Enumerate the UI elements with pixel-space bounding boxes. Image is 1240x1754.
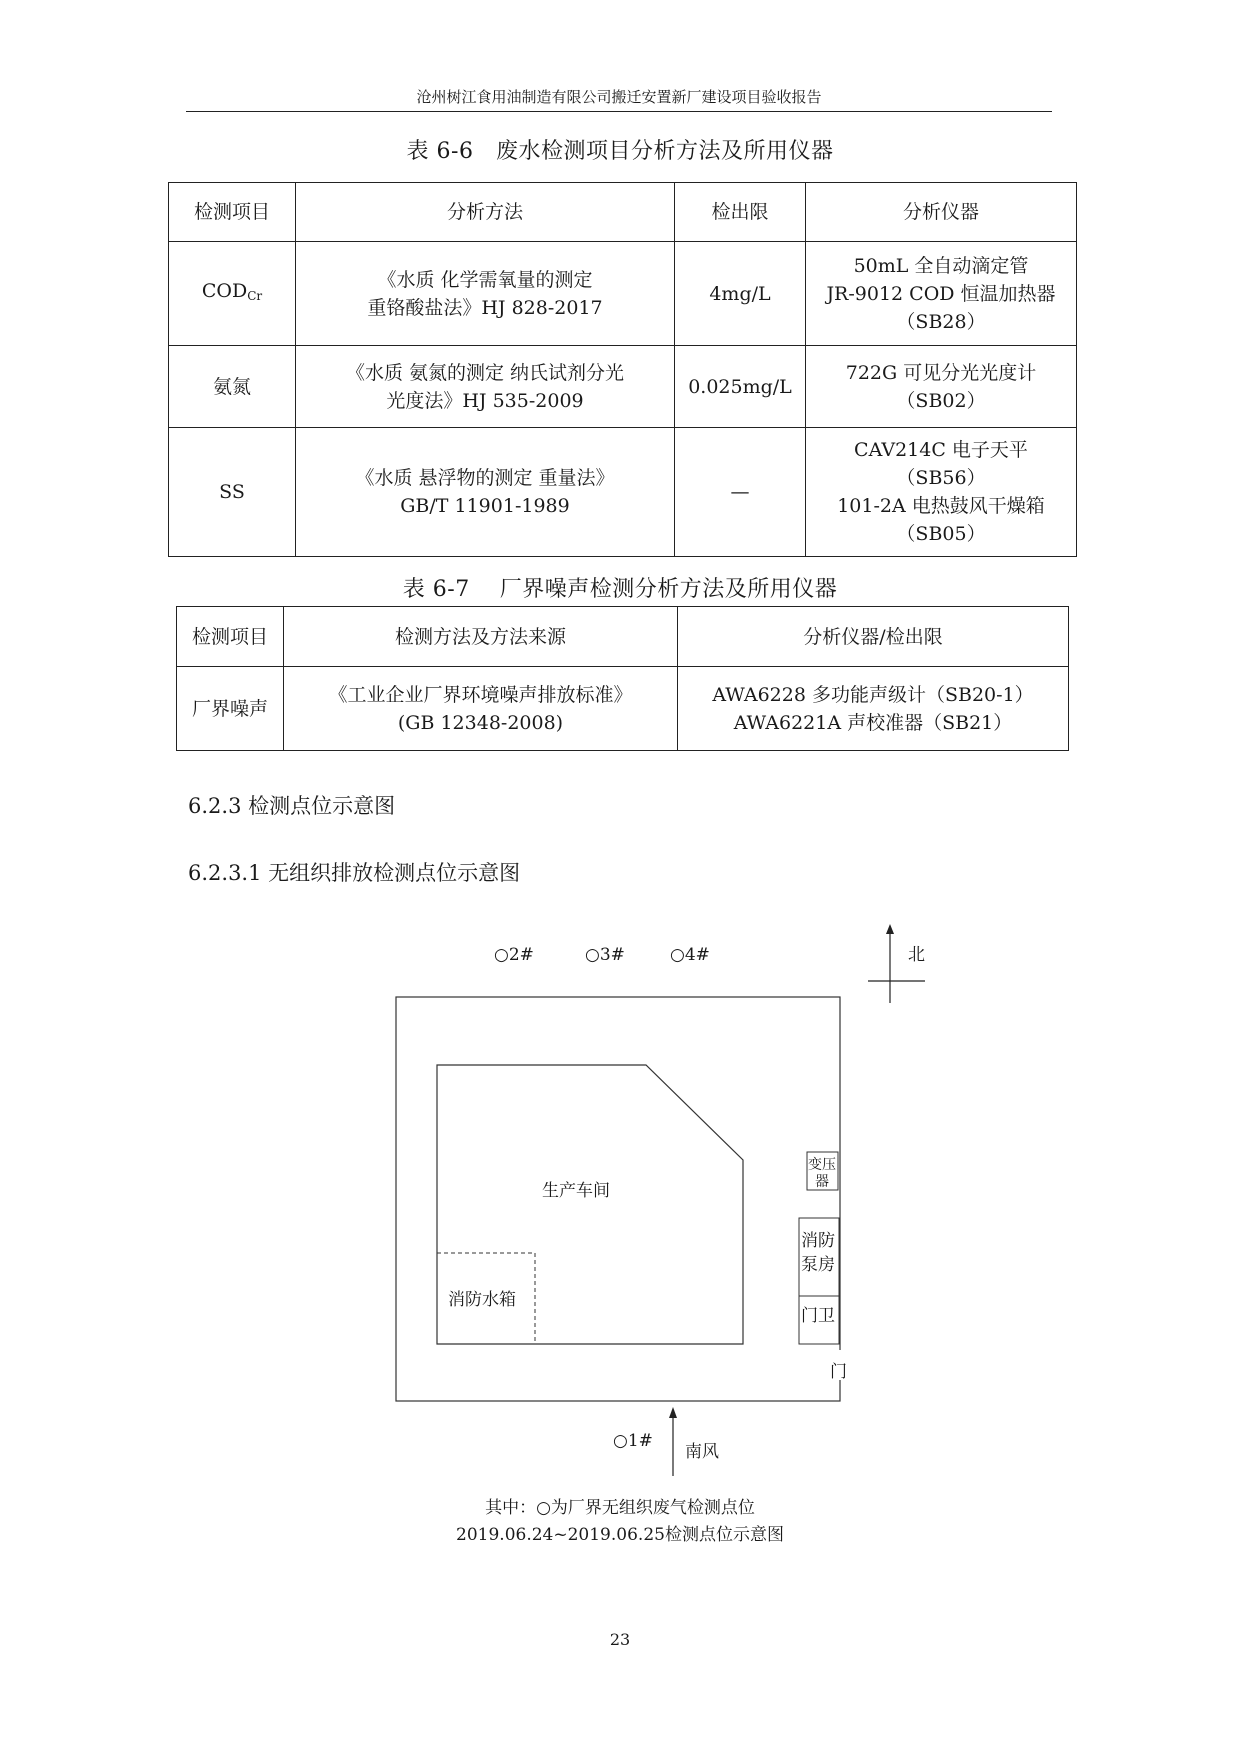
limit-cell: 0.025mg/L <box>675 346 806 428</box>
fire-tank-label: 消防水箱 <box>448 1290 516 1310</box>
instrument-line: JR-9012 COD 恒温加热器 <box>826 282 1056 305</box>
diagram-note-line1: 其中：○为厂界无组织废气检测点位 <box>485 1498 755 1518</box>
pump-room-label-line1: 消防 <box>801 1231 835 1251</box>
limit-cell: — <box>675 428 806 557</box>
item-cell: 氨氮 <box>169 346 296 428</box>
header-cell: 检测项目 <box>177 607 284 667</box>
method-line: 重铬酸盐法》HJ 828-2017 <box>367 296 603 319</box>
header-cell: 检测方法及方法来源 <box>284 607 678 667</box>
method-line: 光度法》HJ 535-2009 <box>386 389 584 412</box>
item-subscript: Cr <box>247 289 263 303</box>
table-6-6-caption: 表 6-6 废水检测项目分析方法及所用仪器 <box>406 139 834 164</box>
workshop-label: 生产车间 <box>542 1181 610 1201</box>
method-line: 《水质 悬浮物的测定 重量法》 <box>355 467 615 489</box>
monitoring-point-3: ○3# <box>585 945 625 965</box>
wind-direction-arrow-icon <box>669 1407 677 1476</box>
site-boundary <box>396 997 840 1401</box>
method-line: 《水质 氨氮的测定 纳氏试剂分光 <box>345 361 625 384</box>
table-6-7-caption: 表 6-7 厂界噪声检测分析方法及所用仪器 <box>402 577 838 602</box>
instrument-line: AWA6228 多功能声级计（SB20-1） <box>712 683 1034 706</box>
diagram-note-line2: 2019.06.24~2019.06.25检测点位示意图 <box>456 1525 784 1545</box>
item-main: COD <box>201 280 248 302</box>
wind-label: 南风 <box>685 1442 719 1462</box>
instrument-line: AWA6221A 声校准器（SB21） <box>733 711 1013 734</box>
page-header: 沧州树江食用油制造有限公司搬迁安置新厂建设项目验收报告 <box>186 86 1052 112</box>
method-line: GB/T 11901-1989 <box>400 495 570 517</box>
instrument-line: CAV214C 电子天平 <box>854 439 1028 461</box>
header-cell: 分析方法 <box>296 183 675 242</box>
method-line: 《水质 化学需氧量的测定 <box>377 268 593 291</box>
header-cell: 分析仪器/检出限 <box>678 607 1069 667</box>
instrument-line: 722G 可见分光光度计 <box>845 361 1037 384</box>
gate-label: 门 <box>830 1362 847 1382</box>
section-heading-6-2-3-1: 6.2.3.1 无组织排放检测点位示意图 <box>188 861 521 885</box>
instrument-line: （SB28） <box>896 310 986 333</box>
page-number: 23 <box>609 1630 631 1649</box>
instrument-line: 101-2A 电热鼓风干燥箱 <box>837 495 1045 517</box>
instrument-line: 50mL 全自动滴定管 <box>853 254 1029 277</box>
transformer-label-line2: 器 <box>815 1174 829 1190</box>
section-heading-6-2-3: 6.2.3 检测点位示意图 <box>188 794 396 818</box>
monitoring-point-2: ○2# <box>494 945 534 965</box>
monitoring-point-1: ○1# <box>613 1431 653 1451</box>
instrument-line: （SB56） <box>896 467 986 489</box>
method-line: (GB 12348-2008) <box>397 711 564 734</box>
north-label: 北 <box>908 945 925 965</box>
pump-room-label-line2: 泵房 <box>801 1255 835 1275</box>
item-cell: 厂界噪声 <box>177 667 284 751</box>
transformer-label-line1: 变压 <box>808 1157 836 1173</box>
instrument-line: （SB05） <box>896 523 986 545</box>
header-cell: 检出限 <box>675 183 806 242</box>
item-cell: SS <box>169 428 296 557</box>
monitoring-point-4: ○4# <box>670 945 710 965</box>
method-line: 《工业企业厂界环境噪声排放标准》 <box>328 683 633 706</box>
limit-cell: 4mg/L <box>675 242 806 346</box>
header-cell: 检测项目 <box>169 183 296 242</box>
guard-label: 门卫 <box>801 1306 835 1326</box>
instrument-line: （SB02） <box>896 389 986 412</box>
header-cell: 分析仪器 <box>806 183 1077 242</box>
